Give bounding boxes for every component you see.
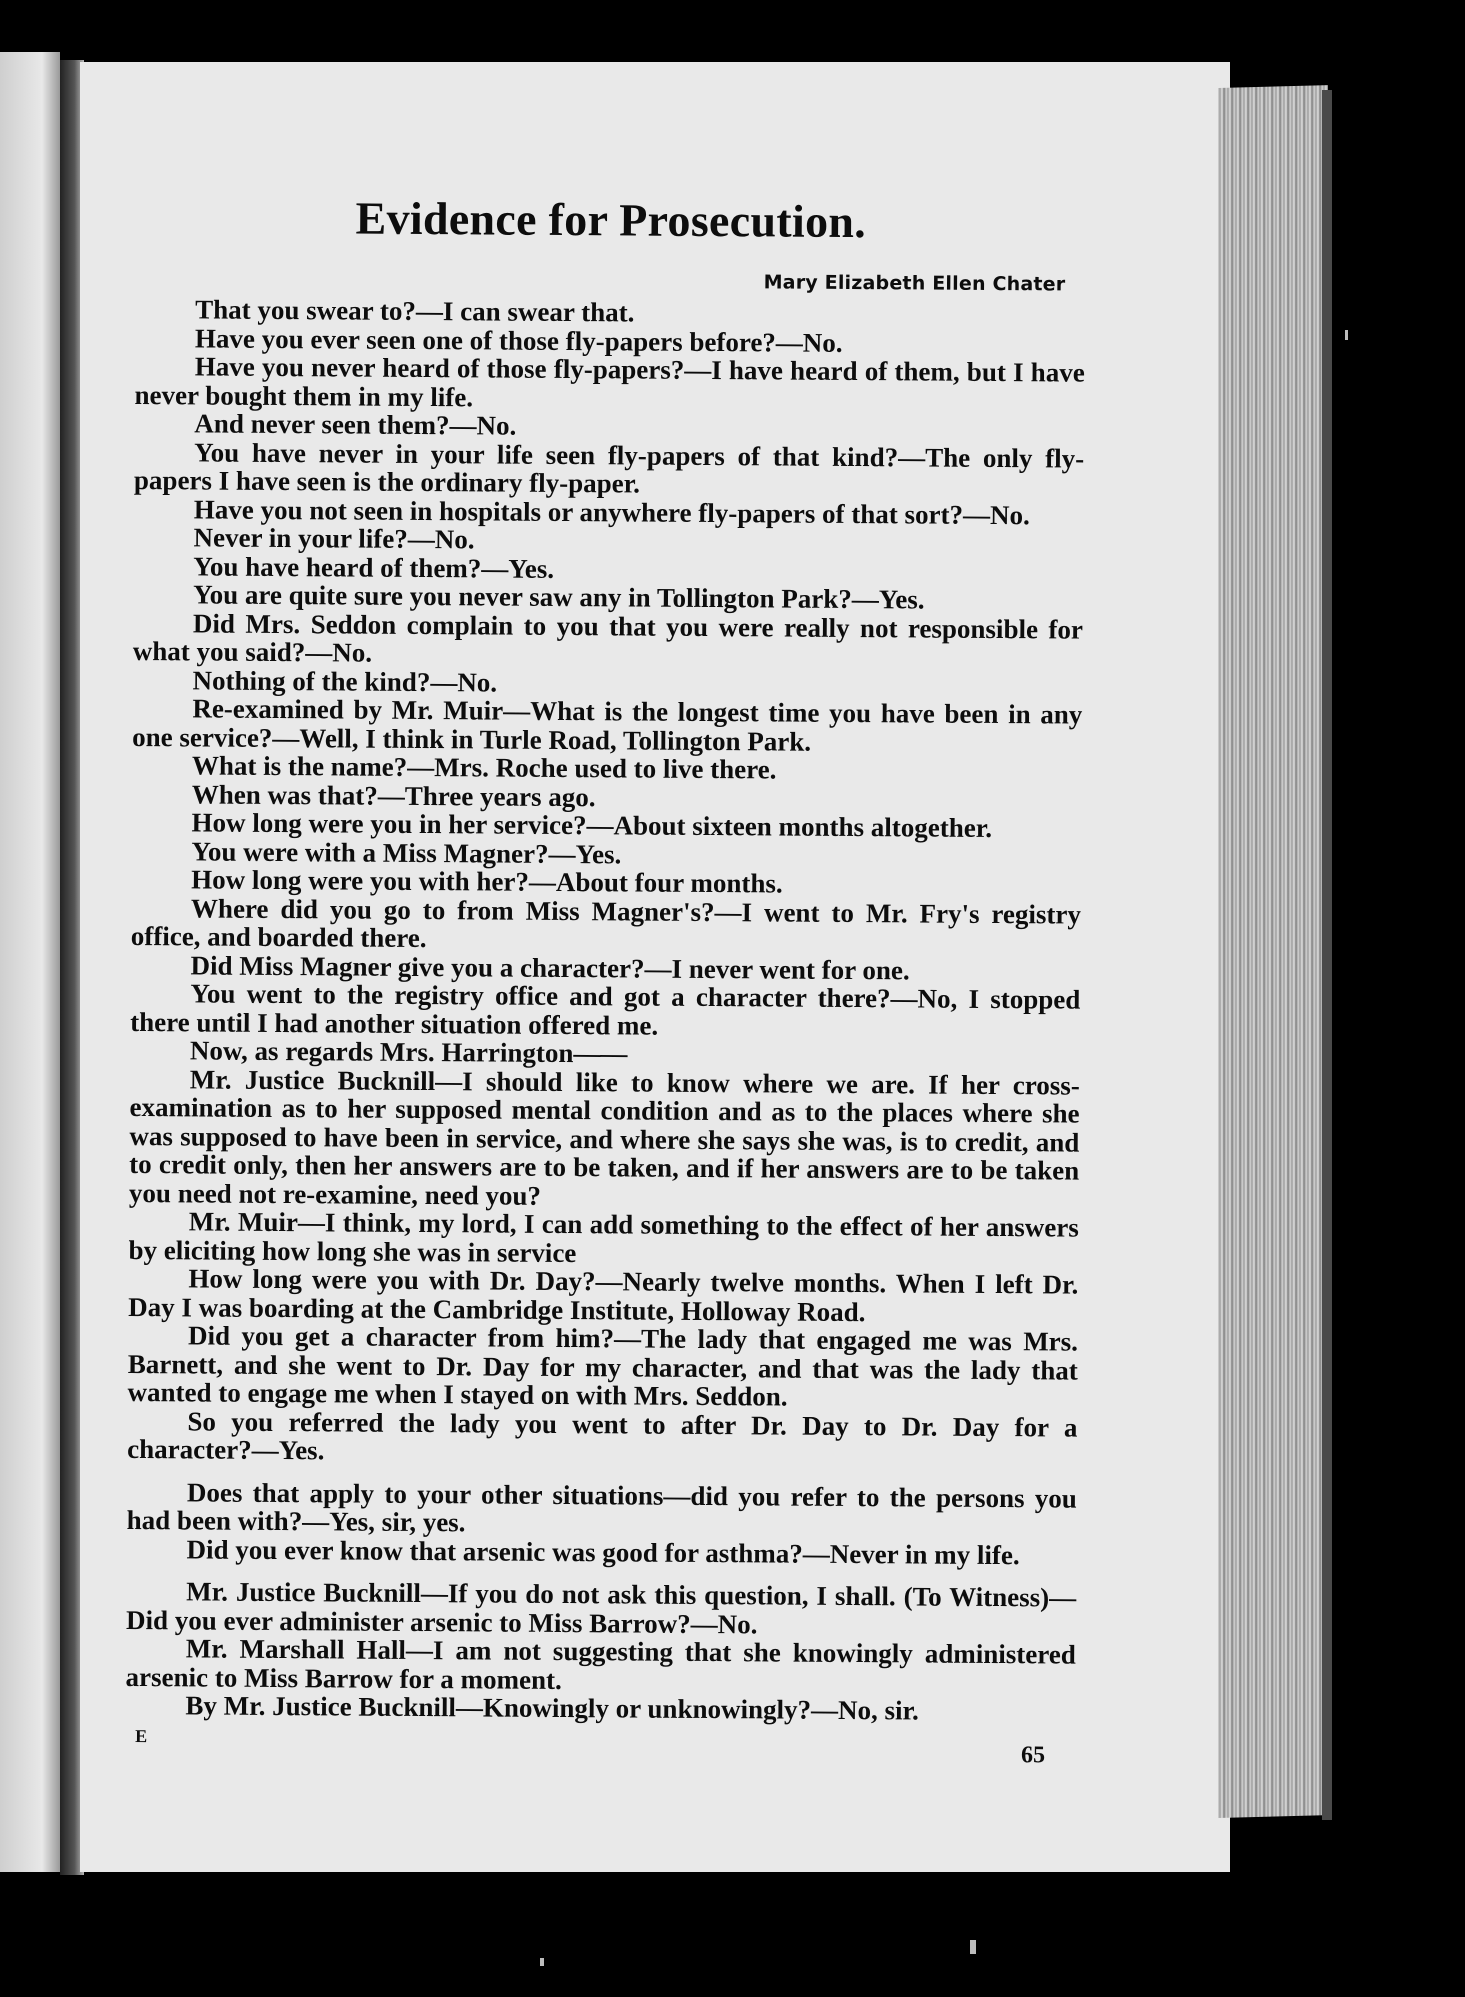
paragraph: Where did you go to from Miss Magner's?—I went to Mr. Fry's registry office, and boarded there. bbox=[130, 892, 1082, 954]
paragraph: That you swear to?—I can swear that. bbox=[195, 294, 635, 328]
paragraph: When was that?—Three years ago. bbox=[191, 778, 596, 812]
paragraph: Mr. Justice Bucknill—If you do not ask this question, I shall. (To Witness)—Did you ever administer arsenic to Miss Barrow?—No. bbox=[125, 1576, 1077, 1639]
paragraph: Have you ever seen one of those fly-papers before?—No. bbox=[194, 322, 843, 358]
paragraph: Did you get a character from him?—The lady that engaged me was Mrs. Barnett, and she went to Dr. Day for my character, and that was the lady that wanted to engage me when I stayed on with Mrs. Seddon. bbox=[127, 1320, 1079, 1412]
paragraph: Mr. Muir—I think, my lord, I can add something to the effect of her answers by eliciting how long she was in service bbox=[128, 1206, 1079, 1268]
paragraph: Did Mrs. Seddon complain to you that you were really not responsible for what you said?—No. bbox=[132, 607, 1084, 668]
paragraph: How long were you in her service?—About sixteen months altogether. bbox=[191, 807, 993, 843]
paragraph: Does that apply to your other situations—did you refer to the persons you had been with?—Yes, sir, yes. bbox=[126, 1476, 1077, 1538]
paragraph: Mr. Marshall Hall—I am not suggesting that she knowingly administered arsenic to Miss Barrow for a moment. bbox=[125, 1633, 1076, 1695]
paragraph: Never in your life?—No. bbox=[193, 522, 475, 555]
page-heading: Evidence for Prosecution. bbox=[355, 192, 867, 248]
paragraph: By Mr. Justice Bucknill—Knowingly or unknowingly?—No, sir. bbox=[185, 1690, 919, 1726]
paragraph: So you referred the lady you went to after Dr. Day to Dr. Day for a character?—Yes. bbox=[127, 1405, 1078, 1466]
paragraph: Re-examined by Mr. Muir—What is the longest time you have been in any one service?—Well, I think in Turle Road, Tollington Park. bbox=[132, 693, 1083, 757]
paragraph: You have heard of them?—Yes. bbox=[193, 550, 555, 584]
page-footer bbox=[125, 1725, 1075, 1772]
page-number: 65 bbox=[1021, 1741, 1046, 1768]
left-page-edge bbox=[0, 52, 60, 1872]
paragraph: Have you never heard of those fly-papers?—I have heard of them, but I have never bought them in my life. bbox=[134, 351, 1085, 412]
paragraph: You have never in your life seen fly-papers of that kind?—The only fly-papers I have seen is the ordinary fly-paper. bbox=[133, 436, 1085, 499]
paragraph: You are quite sure you never saw any in Tollington Park?—Yes. bbox=[193, 579, 925, 615]
paragraph: How long were you with her?—About four months. bbox=[191, 864, 783, 899]
paragraph: Mr. Justice Bucknill—I should like to know where we are. If her cross-examination as to her supposed mental condition and as to the places where she was supposed to have been in service, and where she says she was, is to credit, and to credit only, then her answers are to be taken, and if her answers are to be taken you need not re-examine, need you? bbox=[128, 1063, 1080, 1211]
paragraph: How long were you with Dr. Day?—Nearly twelve months. When I left Dr. Day I was boarding at the Cambridge Institute, Holloway Road. bbox=[128, 1263, 1079, 1327]
paragraph: You went to the registry office and got a character there?—No, I stopped there until I had another situation offered me. bbox=[130, 978, 1081, 1041]
dust-speck bbox=[1345, 330, 1348, 340]
page-content bbox=[125, 190, 1086, 1772]
paragraph: You were with a Miss Magner?—Yes. bbox=[191, 835, 622, 869]
running-head: Mary Elizabeth Ellen Chater bbox=[763, 271, 1066, 296]
page-fore-edge bbox=[1218, 85, 1328, 1818]
paragraph: Nothing of the kind?—No. bbox=[192, 664, 498, 698]
paragraph: What is the name?—Mrs. Roche used to live there. bbox=[191, 750, 777, 785]
paragraph: And never seen them?—No. bbox=[194, 408, 517, 441]
dust-speck bbox=[540, 1958, 544, 1966]
paragraph: Did Miss Magner give you a character?—I never went for one. bbox=[190, 949, 910, 985]
paragraph: Did you ever know that arsenic was good for asthma?—Never in my life. bbox=[186, 1533, 1020, 1570]
signature-mark: E bbox=[135, 1725, 148, 1746]
paragraph: Have you not seen in hospitals or anywhere fly-papers of that sort?—No. bbox=[193, 493, 1030, 530]
paragraph: Now, as regards Mrs. Harrington—— bbox=[189, 1035, 628, 1069]
fore-edge-shadow bbox=[1322, 90, 1332, 1820]
dust-speck bbox=[970, 1940, 976, 1954]
